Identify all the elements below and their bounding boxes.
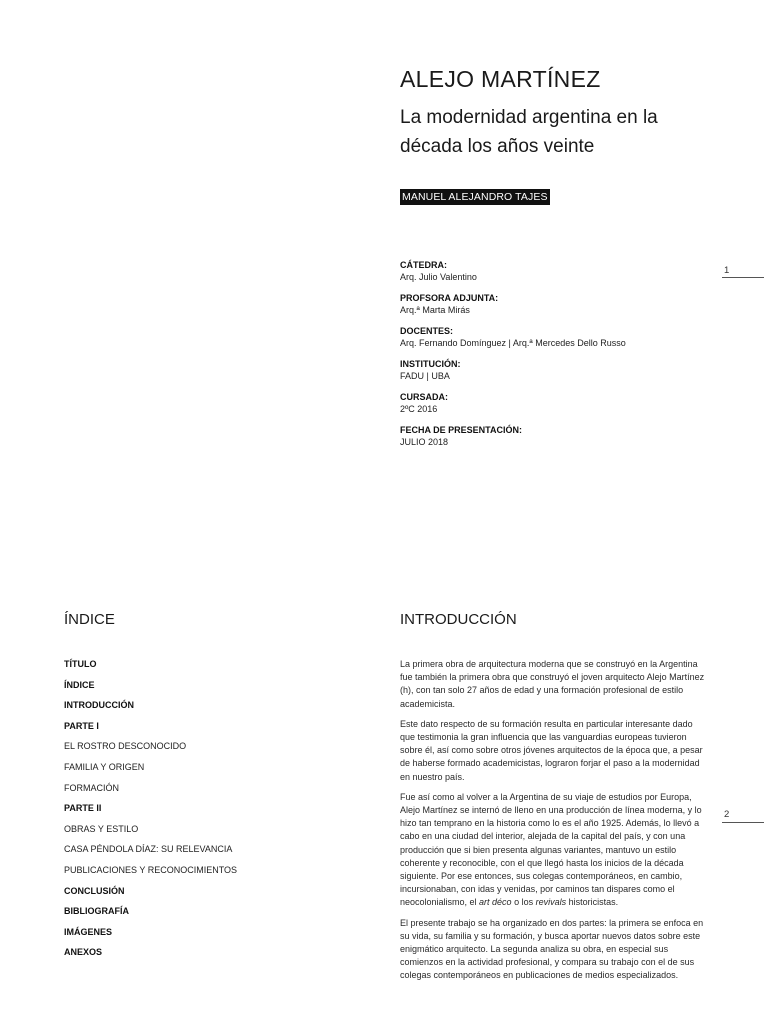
- toc-item[interactable]: EL ROSTRO DESCONOCIDO: [64, 741, 187, 752]
- toc-item[interactable]: CONCLUSIÓN: [64, 885, 125, 896]
- meta-label: INSTITUCIÓN:: [400, 359, 461, 369]
- intro-text: o los: [511, 897, 536, 908]
- meta-fecha-presentacion: [400, 424, 720, 449]
- toc-item[interactable]: OBRAS Y ESTILO: [64, 823, 139, 834]
- meta-value: Arq.ª Marta Mirás: [400, 305, 470, 315]
- course-metadata: [400, 259, 720, 457]
- meta-label: CURSADA:: [400, 392, 448, 402]
- meta-catedra: [400, 259, 720, 284]
- toc-item[interactable]: IMÁGENES: [64, 926, 113, 937]
- introduction-heading: INTRODUCCIÓN: [400, 611, 517, 628]
- page-number: 1: [724, 265, 730, 276]
- intro-emphasis: art déco: [479, 897, 512, 908]
- meta-profesora-adjunta: [400, 292, 720, 317]
- toc-item[interactable]: PARTE I: [64, 720, 99, 731]
- toc-item[interactable]: BIBLIOGRAFÍA: [64, 906, 129, 917]
- toc-item[interactable]: ANEXOS: [64, 947, 103, 958]
- toc-item[interactable]: FAMILIA Y ORIGEN: [64, 761, 145, 772]
- toc-item[interactable]: PARTE II: [64, 803, 102, 814]
- toc-item[interactable]: FORMACIÓN: [64, 782, 119, 793]
- intro-paragraph: El presente trabajo se ha organizado en dos partes: la primera se enfoca en su vida, su familia y su formación, y busca aportar nuevos datos sobre este enigmático arquitecto. La segunda analiza su obra, en especial sus comienzos en la actividad profesional, y compara su trabajo con el de sus colegas contemporáneos en publicaciones de medios especializados.: [400, 917, 704, 981]
- intro-paragraph: [400, 791, 705, 910]
- cover-subtitle: La modernidad argentina en la década los años veinte: [400, 107, 658, 157]
- meta-label: DOCENTES:: [400, 326, 454, 336]
- meta-institucion: [400, 358, 720, 383]
- intro-text: historicistas.: [566, 897, 619, 908]
- page-number-rule: [722, 822, 764, 823]
- table-of-contents: [64, 657, 304, 966]
- toc-item[interactable]: CASA PÉNDOLA DÍAZ: SU RELEVANCIA: [64, 844, 233, 855]
- meta-label: FECHA DE PRESENTACIÓN:: [400, 425, 523, 435]
- index-heading: ÍNDICE: [64, 611, 115, 628]
- intro-paragraph: Este dato respecto de su formación resulta en particular interesante dado que testimonia la gran influencia que las vanguardias europeas tuvieron sobre él, así como sobre otros jóvenes arquitectos de la época que, a pesar de haberse formado academicistas, lograron forjar el paso a la modernidad en nuestro país.: [400, 718, 703, 782]
- meta-value: Arq. Julio Valentino: [400, 272, 477, 282]
- intro-emphasis: revivals: [535, 897, 567, 908]
- intro-text: Fue así como al volver a la Argentina de su viaje de estudios por Europa, Alejo Martínez se internó de lleno en una producción de línea moderna, y lo hizo tan temprano en la historia como lo es el año 1925. Además, lo llevó a cabo en una ciudad del interior, alejada de la capital del país, y con una producción que si bien presenta algunas variantes, mantuvo un estilo coherente y reconocible, con el que llegó hasta los inicios de la década siguiente. Por ese entonces, sus colegas contemporáneos, en cambio, incursionaban, con idas y venidas, por caminos tan dispares como el neocolonialismo, el: [400, 791, 702, 908]
- introduction-body: [400, 658, 705, 990]
- toc-item[interactable]: TÍTULO: [64, 659, 97, 669]
- meta-label: CÁTEDRA:: [400, 260, 447, 270]
- page-number: 2: [724, 809, 730, 820]
- meta-value: JULIO 2018: [400, 437, 449, 447]
- meta-label: PROFSORA ADJUNTA:: [400, 293, 499, 303]
- toc-item[interactable]: ÍNDICE: [64, 679, 95, 690]
- meta-cursada: [400, 391, 720, 416]
- cover-title: ALEJO MARTÍNEZ: [400, 66, 601, 92]
- intro-paragraph: La primera obra de arquitectura moderna que se construyó en la Argentina fue también la primera obra que construyó el joven arquitecto Alejo Martínez (h), con tan solo 27 años de edad y una formación profesional de estilo academicista.: [400, 659, 705, 709]
- page-number-rule: [722, 277, 764, 278]
- toc-item[interactable]: INTRODUCCIÓN: [64, 700, 134, 711]
- meta-value: FADU | UBA: [400, 371, 450, 381]
- meta-value: Arq. Fernando Domínguez | Arq.ª Mercedes Dello Russo: [400, 338, 626, 348]
- meta-docentes: [400, 325, 720, 350]
- toc-item[interactable]: PUBLICACIONES Y RECONOCIMIENTOS: [64, 864, 238, 875]
- meta-value: 2ºC 2016: [400, 404, 438, 414]
- student-name-label: MANUEL ALEJANDRO TAJES: [402, 191, 548, 203]
